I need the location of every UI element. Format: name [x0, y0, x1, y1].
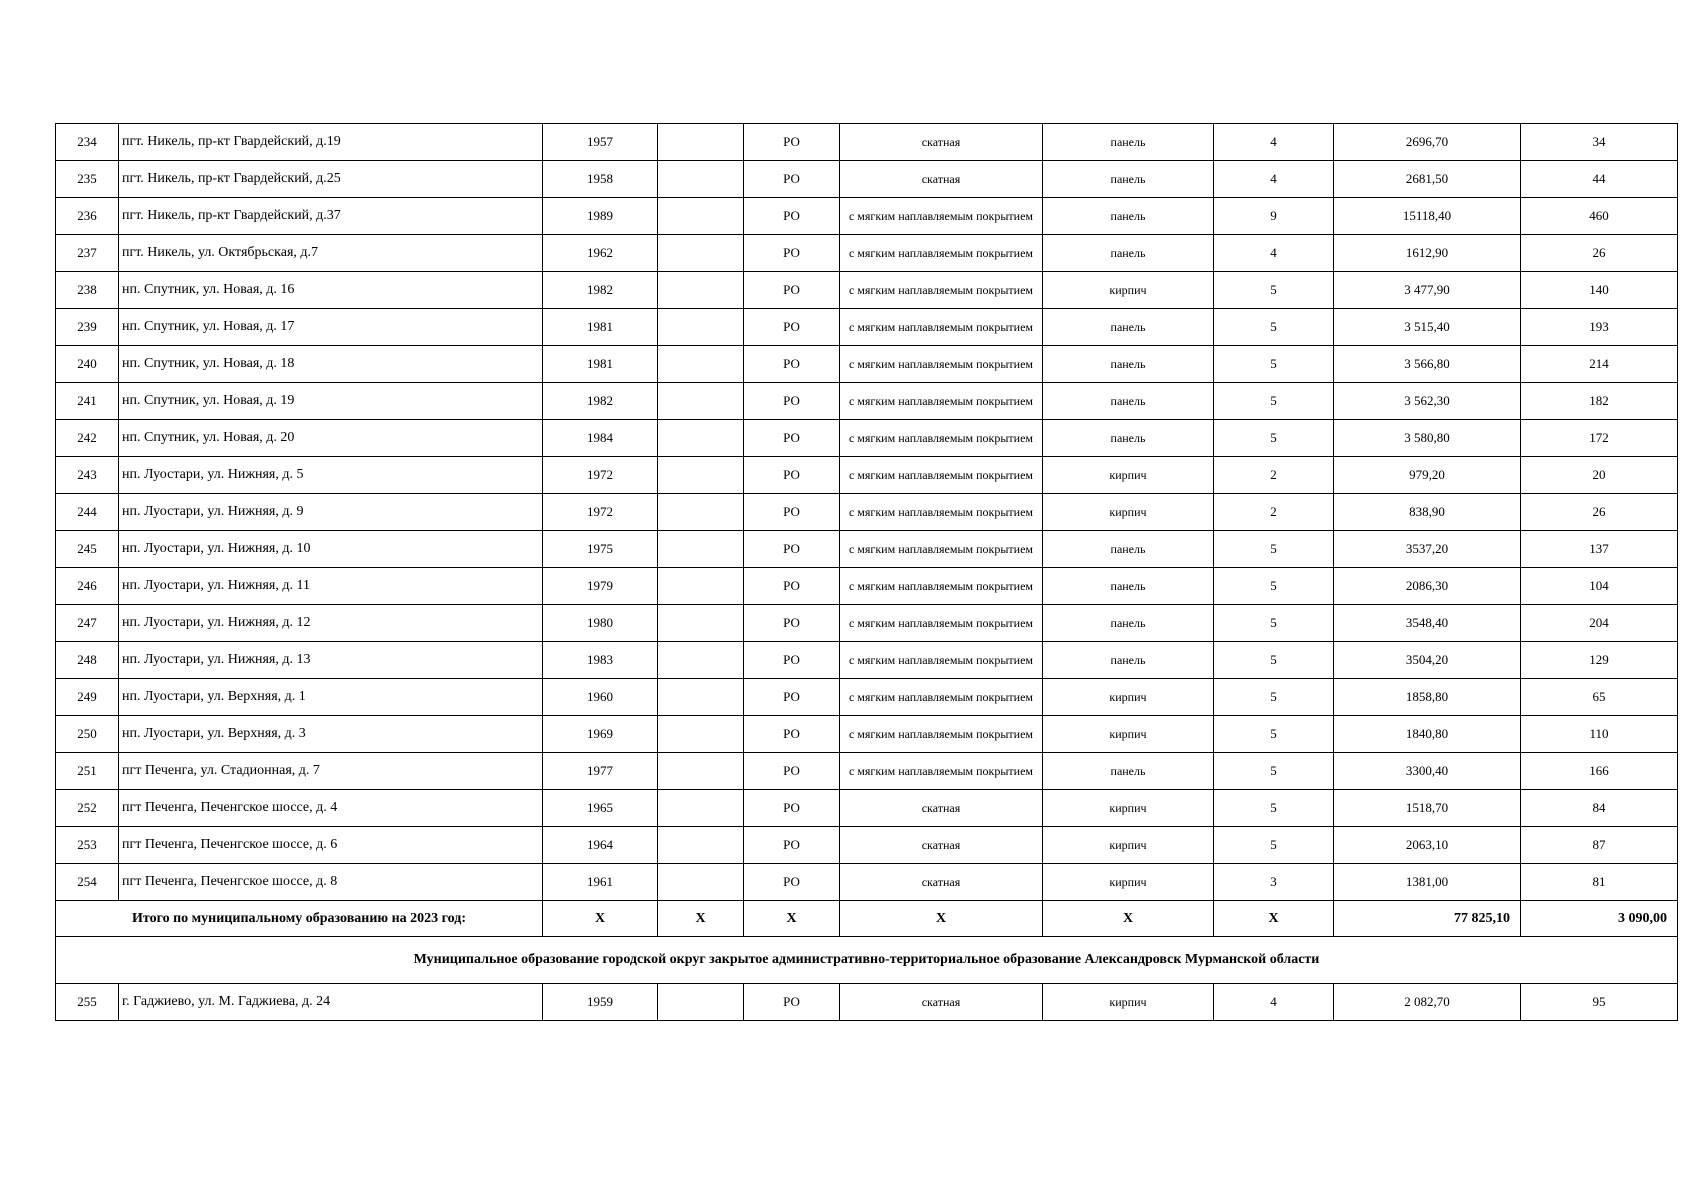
wall-material-cell: панель [1043, 198, 1214, 235]
table-body-after [56, 984, 1678, 1021]
empty-cell [658, 420, 744, 457]
residents-cell: 65 [1521, 679, 1678, 716]
empty-cell [658, 679, 744, 716]
area-cell: 3 566,80 [1334, 346, 1521, 383]
roof-type-cell: с мягким наплавляемым покрытием [840, 531, 1043, 568]
residents-cell: 110 [1521, 716, 1678, 753]
row-number-cell: 241 [56, 383, 119, 420]
wall-material-cell: кирпич [1043, 984, 1214, 1021]
floors-cell: 5 [1214, 790, 1334, 827]
year-built-cell: 1982 [543, 272, 658, 309]
residents-cell: 193 [1521, 309, 1678, 346]
wall-material-cell: кирпич [1043, 827, 1214, 864]
year-built-cell: 1962 [543, 235, 658, 272]
total-area: 77 825,10 [1334, 901, 1521, 937]
table-row [56, 235, 1678, 272]
roof-type-cell: скатная [840, 790, 1043, 827]
roof-type-cell: с мягким наплавляемым покрытием [840, 753, 1043, 790]
floors-cell: 5 [1214, 642, 1334, 679]
floors-cell: 5 [1214, 346, 1334, 383]
row-number-cell: 234 [56, 124, 119, 161]
method-cell: РО [744, 346, 840, 383]
row-number-cell: 254 [56, 864, 119, 901]
year-built-cell: 1972 [543, 457, 658, 494]
method-cell: РО [744, 494, 840, 531]
empty-cell [658, 383, 744, 420]
floors-cell: 5 [1214, 420, 1334, 457]
method-cell: РО [744, 864, 840, 901]
table-row [56, 420, 1678, 457]
address-cell: пгт. Никель, пр-кт Гвардейский, д.25 [119, 161, 543, 198]
residents-cell: 140 [1521, 272, 1678, 309]
floors-cell: 5 [1214, 679, 1334, 716]
row-number-cell: 240 [56, 346, 119, 383]
floors-cell: 2 [1214, 494, 1334, 531]
roof-type-cell: с мягким наплавляемым покрытием [840, 420, 1043, 457]
area-cell: 15118,40 [1334, 198, 1521, 235]
empty-cell [658, 272, 744, 309]
method-cell: РО [744, 420, 840, 457]
year-built-cell: 1972 [543, 494, 658, 531]
area-cell: 1612,90 [1334, 235, 1521, 272]
floors-cell: 9 [1214, 198, 1334, 235]
method-cell: РО [744, 790, 840, 827]
roof-type-cell: скатная [840, 161, 1043, 198]
residents-cell: 20 [1521, 457, 1678, 494]
residents-cell: 214 [1521, 346, 1678, 383]
roof-type-cell: скатная [840, 984, 1043, 1021]
table-row [56, 984, 1678, 1021]
empty-cell [658, 531, 744, 568]
year-built-cell: 1964 [543, 827, 658, 864]
empty-cell [658, 124, 744, 161]
total-row [56, 901, 1678, 937]
table-row [56, 864, 1678, 901]
method-cell: РО [744, 679, 840, 716]
residents-cell: 95 [1521, 984, 1678, 1021]
section-header-row [56, 937, 1678, 984]
address-cell: нп. Спутник, ул. Новая, д. 16 [119, 272, 543, 309]
area-cell: 1840,80 [1334, 716, 1521, 753]
year-built-cell: 1977 [543, 753, 658, 790]
address-cell: пгт. Никель, ул. Октябрьская, д.7 [119, 235, 543, 272]
wall-material-cell: панель [1043, 309, 1214, 346]
row-number-cell: 244 [56, 494, 119, 531]
area-cell: 979,20 [1334, 457, 1521, 494]
address-cell: нп. Спутник, ул. Новая, д. 19 [119, 383, 543, 420]
floors-cell: 5 [1214, 753, 1334, 790]
empty-cell [658, 605, 744, 642]
wall-material-cell: панель [1043, 124, 1214, 161]
residents-cell: 84 [1521, 790, 1678, 827]
floors-cell: 5 [1214, 605, 1334, 642]
method-cell: РО [744, 383, 840, 420]
area-cell: 3300,40 [1334, 753, 1521, 790]
row-number-cell: 239 [56, 309, 119, 346]
table-row [56, 790, 1678, 827]
roof-type-cell: с мягким наплавляемым покрытием [840, 235, 1043, 272]
floors-cell: 5 [1214, 309, 1334, 346]
table-row [56, 494, 1678, 531]
method-cell: РО [744, 235, 840, 272]
residents-cell: 81 [1521, 864, 1678, 901]
row-number-cell: 250 [56, 716, 119, 753]
address-cell: нп. Спутник, ул. Новая, д. 17 [119, 309, 543, 346]
wall-material-cell: панель [1043, 568, 1214, 605]
year-built-cell: 1982 [543, 383, 658, 420]
residents-cell: 137 [1521, 531, 1678, 568]
total-x-mark: X [658, 901, 744, 937]
table-row [56, 272, 1678, 309]
floors-cell: 4 [1214, 161, 1334, 198]
roof-type-cell: с мягким наплавляемым покрытием [840, 494, 1043, 531]
roof-type-cell: с мягким наплавляемым покрытием [840, 716, 1043, 753]
empty-cell [658, 984, 744, 1021]
area-cell: 838,90 [1334, 494, 1521, 531]
roof-type-cell: скатная [840, 827, 1043, 864]
address-cell: пгт Печенга, Печенгское шоссе, д. 6 [119, 827, 543, 864]
residents-cell: 104 [1521, 568, 1678, 605]
residents-cell: 26 [1521, 494, 1678, 531]
year-built-cell: 1989 [543, 198, 658, 235]
table-row [56, 716, 1678, 753]
residents-cell: 26 [1521, 235, 1678, 272]
table-row [56, 605, 1678, 642]
area-cell: 3548,40 [1334, 605, 1521, 642]
wall-material-cell: кирпич [1043, 864, 1214, 901]
empty-cell [658, 642, 744, 679]
roof-type-cell: с мягким наплавляемым покрытием [840, 457, 1043, 494]
row-number-cell: 245 [56, 531, 119, 568]
wall-material-cell: панель [1043, 642, 1214, 679]
floors-cell: 2 [1214, 457, 1334, 494]
area-cell: 1858,80 [1334, 679, 1521, 716]
method-cell: РО [744, 198, 840, 235]
area-cell: 3504,20 [1334, 642, 1521, 679]
table-row [56, 198, 1678, 235]
method-cell: РО [744, 605, 840, 642]
total-x-mark: X [1214, 901, 1334, 937]
table-body [56, 124, 1678, 901]
row-number-cell: 248 [56, 642, 119, 679]
roof-type-cell: с мягким наплавляемым покрытием [840, 383, 1043, 420]
address-cell: нп. Луостари, ул. Верхняя, д. 1 [119, 679, 543, 716]
wall-material-cell: панель [1043, 161, 1214, 198]
row-number-cell: 255 [56, 984, 119, 1021]
row-number-cell: 249 [56, 679, 119, 716]
empty-cell [658, 457, 744, 494]
row-number-cell: 252 [56, 790, 119, 827]
row-number-cell: 251 [56, 753, 119, 790]
residents-cell: 87 [1521, 827, 1678, 864]
wall-material-cell: кирпич [1043, 457, 1214, 494]
address-cell: пгт. Никель, пр-кт Гвардейский, д.19 [119, 124, 543, 161]
table-row [56, 568, 1678, 605]
address-cell: нп. Луостари, ул. Верхняя, д. 3 [119, 716, 543, 753]
method-cell: РО [744, 457, 840, 494]
year-built-cell: 1975 [543, 531, 658, 568]
empty-cell [658, 753, 744, 790]
total-section [56, 901, 1678, 984]
floors-cell: 5 [1214, 383, 1334, 420]
table-row [56, 753, 1678, 790]
table-row [56, 827, 1678, 864]
residents-cell: 34 [1521, 124, 1678, 161]
empty-cell [658, 309, 744, 346]
area-cell: 3 477,90 [1334, 272, 1521, 309]
empty-cell [658, 198, 744, 235]
empty-cell [658, 346, 744, 383]
wall-material-cell: кирпич [1043, 790, 1214, 827]
method-cell: РО [744, 984, 840, 1021]
row-number-cell: 247 [56, 605, 119, 642]
table-row [56, 346, 1678, 383]
table-row [56, 531, 1678, 568]
area-cell: 3 515,40 [1334, 309, 1521, 346]
table-row [56, 383, 1678, 420]
row-number-cell: 237 [56, 235, 119, 272]
empty-cell [658, 494, 744, 531]
area-cell: 3537,20 [1334, 531, 1521, 568]
address-cell: пгт Печенга, ул. Стадионная, д. 7 [119, 753, 543, 790]
wall-material-cell: панель [1043, 531, 1214, 568]
year-built-cell: 1961 [543, 864, 658, 901]
total-residents: 3 090,00 [1521, 901, 1678, 937]
row-number-cell: 236 [56, 198, 119, 235]
roof-type-cell: с мягким наплавляемым покрытием [840, 346, 1043, 383]
year-built-cell: 1980 [543, 605, 658, 642]
wall-material-cell: панель [1043, 420, 1214, 457]
method-cell: РО [744, 827, 840, 864]
year-built-cell: 1969 [543, 716, 658, 753]
method-cell: РО [744, 642, 840, 679]
address-cell: нп. Луостари, ул. Нижняя, д. 12 [119, 605, 543, 642]
area-cell: 2063,10 [1334, 827, 1521, 864]
area-cell: 3 580,80 [1334, 420, 1521, 457]
row-number-cell: 246 [56, 568, 119, 605]
floors-cell: 5 [1214, 531, 1334, 568]
empty-cell [658, 827, 744, 864]
address-cell: нп. Луостари, ул. Нижняя, д. 13 [119, 642, 543, 679]
method-cell: РО [744, 568, 840, 605]
wall-material-cell: панель [1043, 605, 1214, 642]
residents-cell: 129 [1521, 642, 1678, 679]
row-number-cell: 235 [56, 161, 119, 198]
roof-type-cell: с мягким наплавляемым покрытием [840, 309, 1043, 346]
floors-cell: 4 [1214, 984, 1334, 1021]
area-cell: 2086,30 [1334, 568, 1521, 605]
wall-material-cell: кирпич [1043, 716, 1214, 753]
table-row [56, 642, 1678, 679]
address-cell: нп. Луостари, ул. Нижняя, д. 5 [119, 457, 543, 494]
floors-cell: 5 [1214, 716, 1334, 753]
method-cell: РО [744, 161, 840, 198]
empty-cell [658, 864, 744, 901]
method-cell: РО [744, 531, 840, 568]
residents-cell: 204 [1521, 605, 1678, 642]
empty-cell [658, 235, 744, 272]
table-row [56, 309, 1678, 346]
year-built-cell: 1981 [543, 309, 658, 346]
total-x-mark: X [1043, 901, 1214, 937]
table-row [56, 679, 1678, 716]
address-cell: г. Гаджиево, ул. М. Гаджиева, д. 24 [119, 984, 543, 1021]
year-built-cell: 1958 [543, 161, 658, 198]
section-title: Муниципальное образование городской округ закрытое административно-территориальное образование Александровск Мурманской области [56, 937, 1678, 984]
row-number-cell: 253 [56, 827, 119, 864]
address-cell: пгт Печенга, Печенгское шоссе, д. 4 [119, 790, 543, 827]
method-cell: РО [744, 124, 840, 161]
residents-cell: 182 [1521, 383, 1678, 420]
area-cell: 2 082,70 [1334, 984, 1521, 1021]
address-cell: нп. Луостари, ул. Нижняя, д. 10 [119, 531, 543, 568]
area-cell: 1518,70 [1334, 790, 1521, 827]
area-cell: 1381,00 [1334, 864, 1521, 901]
housing-register-table [55, 123, 1678, 1021]
total-x-mark: X [543, 901, 658, 937]
roof-type-cell: скатная [840, 864, 1043, 901]
floors-cell: 4 [1214, 124, 1334, 161]
floors-cell: 3 [1214, 864, 1334, 901]
roof-type-cell: с мягким наплавляемым покрытием [840, 198, 1043, 235]
residents-cell: 460 [1521, 198, 1678, 235]
roof-type-cell: с мягким наплавляемым покрытием [840, 679, 1043, 716]
year-built-cell: 1959 [543, 984, 658, 1021]
table-row [56, 124, 1678, 161]
wall-material-cell: панель [1043, 346, 1214, 383]
roof-type-cell: с мягким наплавляемым покрытием [840, 568, 1043, 605]
total-x-mark: X [744, 901, 840, 937]
year-built-cell: 1957 [543, 124, 658, 161]
row-number-cell: 238 [56, 272, 119, 309]
address-cell: нп. Луостари, ул. Нижняя, д. 11 [119, 568, 543, 605]
method-cell: РО [744, 272, 840, 309]
wall-material-cell: панель [1043, 383, 1214, 420]
residents-cell: 166 [1521, 753, 1678, 790]
roof-type-cell: с мягким наплавляемым покрытием [840, 642, 1043, 679]
roof-type-cell: с мягким наплавляемым покрытием [840, 605, 1043, 642]
empty-cell [658, 790, 744, 827]
address-cell: нп. Луостари, ул. Нижняя, д. 9 [119, 494, 543, 531]
table-row [56, 457, 1678, 494]
floors-cell: 5 [1214, 272, 1334, 309]
roof-type-cell: скатная [840, 124, 1043, 161]
year-built-cell: 1979 [543, 568, 658, 605]
empty-cell [658, 161, 744, 198]
table-row [56, 161, 1678, 198]
year-built-cell: 1984 [543, 420, 658, 457]
address-cell: нп. Спутник, ул. Новая, д. 18 [119, 346, 543, 383]
wall-material-cell: кирпич [1043, 272, 1214, 309]
area-cell: 2681,50 [1334, 161, 1521, 198]
wall-material-cell: панель [1043, 753, 1214, 790]
method-cell: РО [744, 716, 840, 753]
area-cell: 3 562,30 [1334, 383, 1521, 420]
empty-cell [658, 716, 744, 753]
address-cell: пгт. Никель, пр-кт Гвардейский, д.37 [119, 198, 543, 235]
address-cell: нп. Спутник, ул. Новая, д. 20 [119, 420, 543, 457]
residents-cell: 172 [1521, 420, 1678, 457]
wall-material-cell: кирпич [1043, 494, 1214, 531]
row-number-cell: 242 [56, 420, 119, 457]
roof-type-cell: с мягким наплавляемым покрытием [840, 272, 1043, 309]
row-number-cell: 243 [56, 457, 119, 494]
floors-cell: 5 [1214, 568, 1334, 605]
wall-material-cell: кирпич [1043, 679, 1214, 716]
year-built-cell: 1981 [543, 346, 658, 383]
year-built-cell: 1965 [543, 790, 658, 827]
area-cell: 2696,70 [1334, 124, 1521, 161]
method-cell: РО [744, 753, 840, 790]
floors-cell: 5 [1214, 827, 1334, 864]
floors-cell: 4 [1214, 235, 1334, 272]
address-cell: пгт Печенга, Печенгское шоссе, д. 8 [119, 864, 543, 901]
method-cell: РО [744, 309, 840, 346]
total-x-mark: X [840, 901, 1043, 937]
year-built-cell: 1960 [543, 679, 658, 716]
total-label: Итого по муниципальному образованию на 2023 год: [56, 901, 543, 937]
wall-material-cell: панель [1043, 235, 1214, 272]
residents-cell: 44 [1521, 161, 1678, 198]
year-built-cell: 1983 [543, 642, 658, 679]
empty-cell [658, 568, 744, 605]
